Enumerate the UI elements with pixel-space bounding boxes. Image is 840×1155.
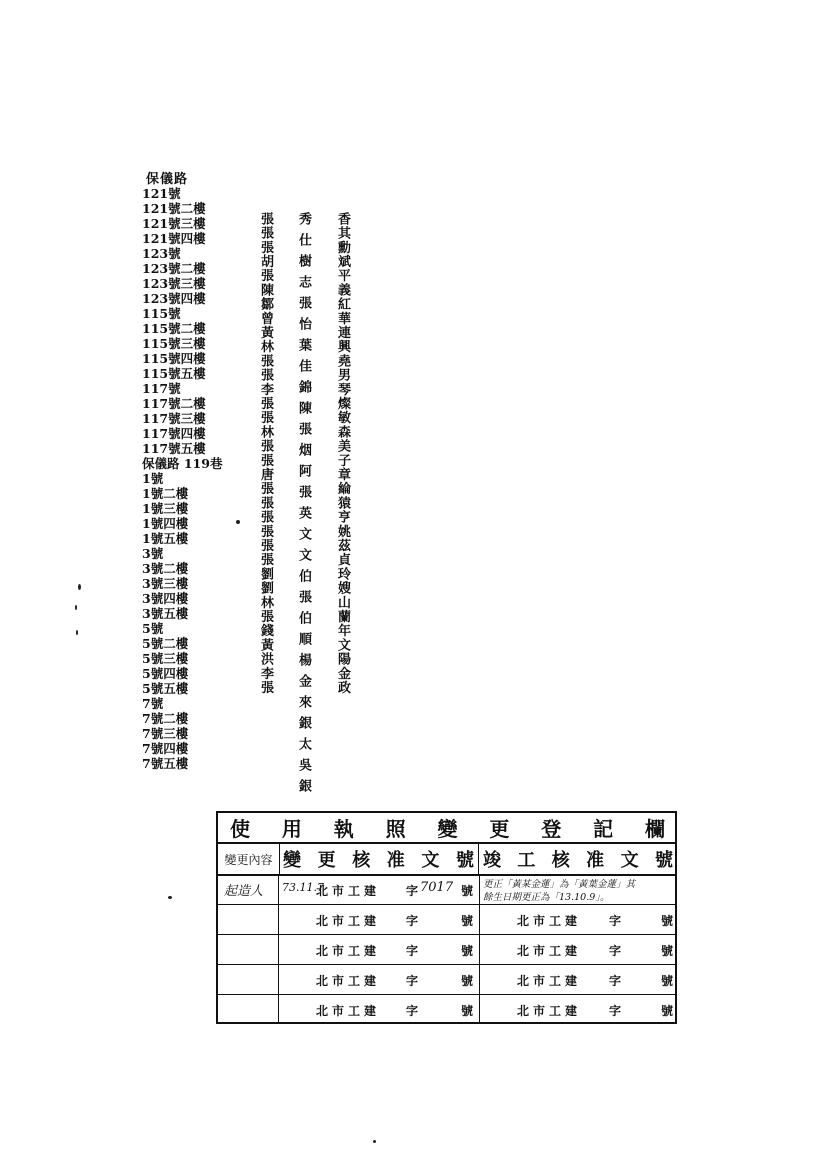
header-char: 號 bbox=[455, 850, 474, 871]
address-item: 1號四樓 bbox=[142, 516, 189, 531]
title-char: 使 bbox=[230, 817, 250, 841]
completion-approval-cell bbox=[479, 874, 677, 904]
handwritten-date: 73.11.7 bbox=[282, 881, 324, 894]
header-change-approval-number bbox=[279, 844, 479, 874]
address-item: 5號四樓 bbox=[142, 666, 189, 681]
table-row bbox=[218, 874, 675, 905]
address-item: 7號三樓 bbox=[142, 726, 189, 741]
change-approval-cell bbox=[279, 994, 480, 1024]
header-char: 准 bbox=[386, 850, 405, 871]
change-content-cell: 起造人 bbox=[218, 874, 279, 904]
completion-approval-cell bbox=[479, 964, 677, 994]
change-content-cell bbox=[218, 994, 279, 1024]
prefix-text: 北市工建 bbox=[316, 944, 381, 958]
table-header bbox=[218, 844, 675, 876]
address-item: 121號四樓 bbox=[142, 231, 206, 246]
address-item: 3號二樓 bbox=[142, 561, 189, 576]
prefix-text: 北市工建 bbox=[517, 914, 582, 928]
address-item: 123號三樓 bbox=[142, 276, 206, 291]
address-item: 123號二樓 bbox=[142, 261, 206, 276]
license-change-table bbox=[216, 811, 677, 1024]
address-item: 7號 bbox=[142, 696, 164, 711]
change-approval-cell bbox=[279, 964, 480, 994]
change-approval-cell bbox=[279, 874, 480, 904]
hao-text: 號 bbox=[461, 974, 474, 988]
completion-approval-cell bbox=[479, 994, 677, 1024]
address-item: 121號二樓 bbox=[142, 201, 206, 216]
address-item: 3號 bbox=[142, 546, 164, 561]
zi-text: 字 bbox=[609, 1004, 622, 1018]
prefix-text: 北市工建 bbox=[517, 974, 582, 988]
header-change-content: 變更內容 bbox=[218, 844, 280, 874]
address-item: 117號二樓 bbox=[142, 396, 206, 411]
change-content-cell bbox=[218, 964, 279, 994]
scan-speck bbox=[75, 605, 77, 610]
hao-text: 號 bbox=[461, 1004, 474, 1018]
address-item: 115號 bbox=[142, 306, 181, 321]
address-item: 115號三樓 bbox=[142, 336, 206, 351]
title-char: 照 bbox=[385, 817, 406, 841]
address-item: 5號五樓 bbox=[142, 681, 189, 696]
completion-approval-cell bbox=[479, 904, 677, 934]
address-item: 115號四樓 bbox=[142, 351, 206, 366]
table-title bbox=[218, 813, 675, 844]
address-item: 5號二樓 bbox=[142, 636, 189, 651]
header-char: 變 bbox=[283, 850, 301, 871]
address-item: 117號四樓 bbox=[142, 426, 206, 441]
change-content-cell bbox=[218, 904, 279, 934]
name-column: 秀仕樹志張怡葉佳錦陳張烟阿張英文文伯張伯順楊金來銀太吳銀 bbox=[296, 212, 311, 800]
title-char: 執 bbox=[333, 817, 354, 841]
hao-text: 號 bbox=[661, 914, 674, 928]
address-item: 1號五樓 bbox=[142, 531, 189, 546]
handwritten-number: 7017 bbox=[420, 880, 454, 895]
scan-speck bbox=[236, 520, 240, 524]
header-char: 核 bbox=[352, 850, 371, 871]
header-char: 核 bbox=[551, 850, 570, 871]
handwritten-note-line: 更正「黃某金蓮」為「黃葉金蓮」其 bbox=[483, 879, 636, 890]
header-char: 文 bbox=[421, 850, 440, 871]
address-item: 123號 bbox=[142, 246, 181, 261]
table-row bbox=[218, 934, 675, 965]
table-row bbox=[218, 964, 675, 995]
prefix-text: 北市工建 bbox=[316, 974, 381, 988]
header-char: 工 bbox=[517, 850, 536, 871]
title-char: 更 bbox=[489, 817, 510, 841]
hao-text: 號 bbox=[461, 944, 474, 958]
completion-approval-cell bbox=[479, 934, 677, 964]
zi-text: 字 bbox=[406, 914, 419, 928]
prefix-text: 北市工建 bbox=[316, 884, 381, 898]
table-row bbox=[218, 904, 675, 935]
title-char: 用 bbox=[281, 817, 302, 841]
header-char: 准 bbox=[586, 850, 605, 871]
header-completion-approval-number bbox=[479, 844, 677, 874]
address-item: 7號五樓 bbox=[142, 756, 189, 771]
address-item: 117號 bbox=[142, 381, 181, 396]
address-item: 1號 bbox=[142, 471, 164, 486]
change-approval-cell bbox=[279, 934, 480, 964]
hao-text: 號 bbox=[661, 1004, 674, 1018]
zi-text: 字 bbox=[609, 974, 622, 988]
address-heading: 保儀路 bbox=[146, 172, 189, 187]
zi-text: 字 bbox=[406, 974, 419, 988]
address-item: 123號四樓 bbox=[142, 291, 206, 306]
address-item: 7號四樓 bbox=[142, 741, 189, 756]
zi-text: 字 bbox=[609, 914, 622, 928]
address-item: 115號五樓 bbox=[142, 366, 206, 381]
zi-text: 字 bbox=[406, 1004, 419, 1018]
address-item: 保儀路 119巷 bbox=[142, 456, 223, 471]
address-item: 3號四樓 bbox=[142, 591, 189, 606]
name-column: 張張張胡張陳鄒曾黃林張張李張張林張張唐張張張張張張劉劉林張錢黃洪李張 bbox=[258, 212, 273, 695]
scan-speck bbox=[78, 584, 81, 590]
zi-text: 字 bbox=[406, 884, 419, 898]
prefix-text: 北市工建 bbox=[316, 1004, 381, 1018]
header-char: 竣 bbox=[483, 850, 501, 871]
header-char: 更 bbox=[317, 850, 336, 871]
hao-text: 號 bbox=[461, 914, 474, 928]
address-item: 1號三樓 bbox=[142, 501, 189, 516]
address-item: 1號二樓 bbox=[142, 486, 189, 501]
prefix-text: 北市工建 bbox=[316, 914, 381, 928]
prefix-text: 北市工建 bbox=[517, 1004, 582, 1018]
change-approval-cell bbox=[279, 904, 480, 934]
title-char: 欄 bbox=[645, 817, 665, 841]
address-item: 5號三樓 bbox=[142, 651, 189, 666]
address-item: 117號三樓 bbox=[142, 411, 206, 426]
title-char: 登 bbox=[541, 817, 562, 841]
hao-text: 號 bbox=[461, 884, 474, 898]
address-item: 5號 bbox=[142, 621, 164, 636]
scan-speck bbox=[76, 630, 78, 635]
address-item: 117號五樓 bbox=[142, 441, 206, 456]
header-char: 文 bbox=[620, 850, 639, 871]
change-content-cell bbox=[218, 934, 279, 964]
handwritten-note-line: 餘生日期更正為「13.10.9」。 bbox=[483, 892, 610, 903]
header-char: 號 bbox=[654, 850, 673, 871]
title-char: 變 bbox=[437, 817, 458, 841]
zi-text: 字 bbox=[609, 944, 622, 958]
scan-speck bbox=[168, 896, 172, 899]
table-row bbox=[218, 994, 675, 1024]
title-char: 記 bbox=[593, 817, 614, 841]
hao-text: 號 bbox=[661, 944, 674, 958]
address-item: 3號五樓 bbox=[142, 606, 189, 621]
prefix-text: 北市工建 bbox=[517, 944, 582, 958]
name-column: 香其勳斌平義紅華連興堯男琴燦敏森美子章綸猿亨姚茲貞玲嫂山蘭年文陽金政 bbox=[335, 212, 350, 695]
scan-speck bbox=[373, 1140, 376, 1143]
zi-text: 字 bbox=[406, 944, 419, 958]
address-item: 7號二樓 bbox=[142, 711, 189, 726]
address-item: 3號三樓 bbox=[142, 576, 189, 591]
address-item: 121號三樓 bbox=[142, 216, 206, 231]
hao-text: 號 bbox=[661, 974, 674, 988]
address-item: 121號 bbox=[142, 186, 181, 201]
address-item: 115號二樓 bbox=[142, 321, 206, 336]
